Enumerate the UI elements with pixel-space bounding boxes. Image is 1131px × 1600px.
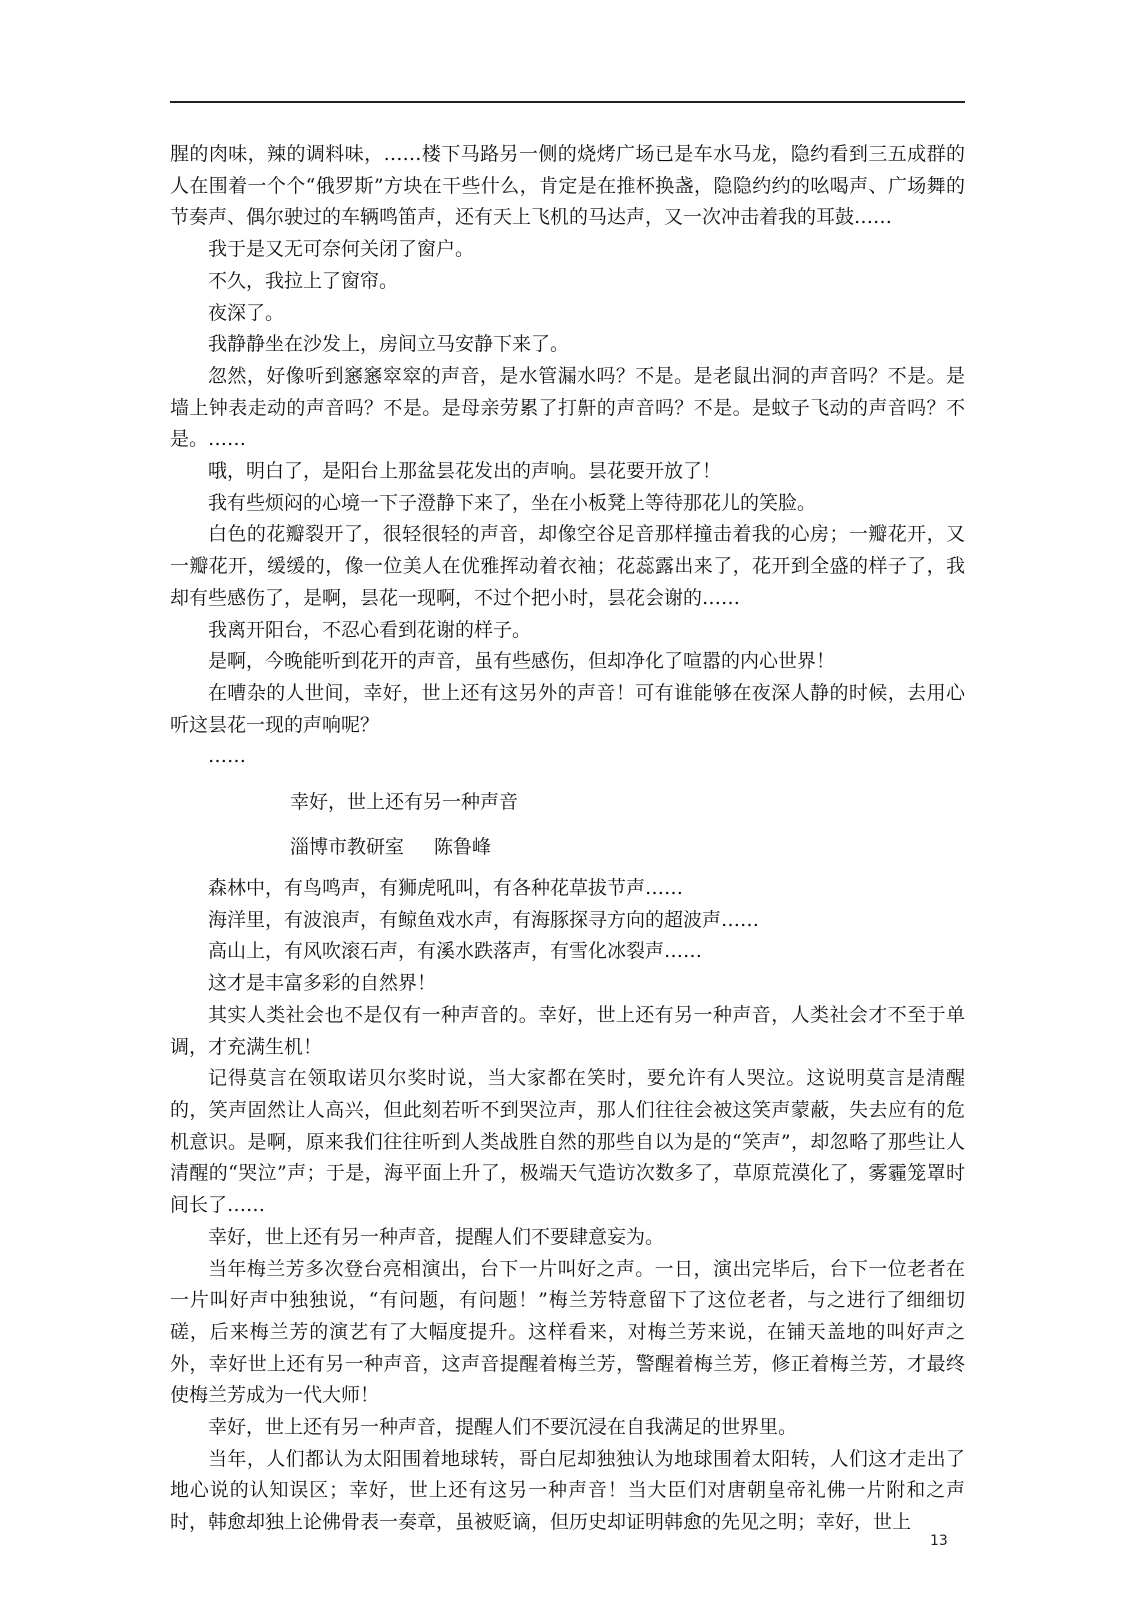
header-rule bbox=[170, 101, 965, 103]
paragraph: 不久，我拉上了窗帘。 bbox=[208, 269, 399, 292]
paragraph-continued: 腥的肉味，辣的调料味，……楼下马路另一侧的烧烤广场已是车水马龙，隐约看到三五成群的人在围着一个个“俄罗斯”方块在干些什么，肯定是在推杯换盏，隐隐约约的吆喝声、广场舞的节奏声、偶尔驶过的车辆鸣笛声，还有天上飞机的马达声，又一次冲击着我的耳鼓…… bbox=[170, 143, 965, 229]
paragraph: 白色的花瓣裂开了，很轻很轻的声音，却像空谷足音那样撞击着我的心房；一瓣花开，又一瓣花开，缓缓的，像一位美人在优雅挥动着衣袖；花蕊露出来了，花开到全盛的样子了，我却有些感伤了，是啊，昙花一现啊，不过个把小时，昙花会谢的…… bbox=[170, 523, 965, 609]
page-number: 13 bbox=[930, 1533, 948, 1549]
article-title: 幸好，世上还有另一种声音 bbox=[290, 791, 519, 814]
ellipsis-line: …… bbox=[208, 745, 246, 768]
paragraph: 忽然，好像听到窸窸窣窣的声音，是水管漏水吗？不是。是老鼠出洞的声音吗？不是。是墙上钟表走动的声音吗？不是。是母亲劳累了打鼾的声音吗？不是。是蚊子飞动的声音吗？不是。…… bbox=[170, 364, 965, 451]
paragraph: 我有些烦闷的心境一下子澄静下来了，坐在小板凳上等待那花儿的笑脸。 bbox=[208, 491, 817, 514]
article-paragraph: 其实人类社会也不是仅有一种声音的。幸好，世上还有另一种声音，人类社会才不至于单调，才充满生机！ bbox=[170, 1003, 965, 1058]
paragraph: 我离开阳台，不忍心看到花谢的样子。 bbox=[208, 618, 532, 641]
article-paragraph: 幸好，世上还有另一种声音，提醒人们不要沉浸在自我满足的世界里。 bbox=[208, 1416, 798, 1439]
paragraph: 在嘈杂的人世间，幸好，世上还有这另外的声音！可有谁能够在夜深人静的时候，去用心听这昙花一现的声响呢？ bbox=[170, 681, 965, 736]
author-name: 陈鲁峰 bbox=[434, 836, 492, 859]
article-paragraph: 幸好，世上还有另一种声音，提醒人们不要肆意妄为。 bbox=[208, 1225, 665, 1248]
article-paragraph: 高山上，有风吹滚石声，有溪水跌落声，有雪化冰裂声…… bbox=[208, 940, 703, 963]
page-content bbox=[170, 139, 965, 1539]
author-org: 淄博市教研室 bbox=[290, 836, 405, 859]
article-paragraph: 记得莫言在领取诺贝尔奖时说，当大家都在笑时，要允许有人哭泣。这说明莫言是清醒的，笑声固然让人高兴，但此刻若听不到哭泣声，那人们往往会被这笑声蒙蔽，失去应有的危机意识。是啊，原来我们往往听到人类战胜自然的那些自以为是的“笑声”，却忽略了那些让人清醒的“哭泣”声；于是，海平面上升了，极端天气造访次数多了，草原荒漠化了，雾霾笼罩时间长了…… bbox=[170, 1067, 965, 1217]
article-paragraph: 这才是丰富多彩的自然界！ bbox=[208, 972, 437, 995]
paragraph: 我于是又无可奈何关闭了窗户。 bbox=[208, 238, 475, 261]
byline bbox=[170, 832, 965, 863]
paragraph: 我静静坐在沙发上，房间立马安静下来了。 bbox=[208, 333, 570, 356]
paragraph: 哦，明白了，是阳台上那盆昙花发出的声响。昙花要开放了！ bbox=[208, 460, 722, 483]
article-paragraph: 当年，人们都认为太阳围着地球转，哥白尼却独独认为地球围着太阳转，人们这才走出了地心说的认知误区；幸好，世上还有这另一种声音！当大臣们对唐朝皇帝礼佛一片附和之声时，韩愈却独上论佛骨表一奏章，虽被贬谪，但历史却证明韩愈的先见之明；幸好，世上 bbox=[170, 1447, 965, 1534]
article-paragraph: 海洋里，有波浪声，有鲸鱼戏水声，有海豚探寻方向的超波声…… bbox=[208, 908, 760, 931]
article-paragraph: 森林中，有鸟鸣声，有狮虎吼叫，有各种花草拔节声…… bbox=[208, 877, 684, 900]
article-paragraph: 当年梅兰芳多次登台亮相演出，台下一片叫好之声。一日，演出完毕后，台下一位老者在一片叫好声中独独说，“有问题，有问题！”梅兰芳特意留下了这位老者，与之进行了细细切磋，后来梅兰芳的演艺有了大幅度提升。这样看来，对梅兰芳来说，在铺天盖地的叫好声之外，幸好世上还有另一种声音，这声音提醒着梅兰芳，警醒着梅兰芳，修正着梅兰芳，才最终使梅兰芳成为一代大师！ bbox=[170, 1257, 965, 1407]
paragraph: 夜深了。 bbox=[208, 301, 285, 324]
paragraph: 是啊，今晚能听到花开的声音，虽有些感伤，但却净化了喧嚣的内心世界！ bbox=[208, 650, 836, 673]
